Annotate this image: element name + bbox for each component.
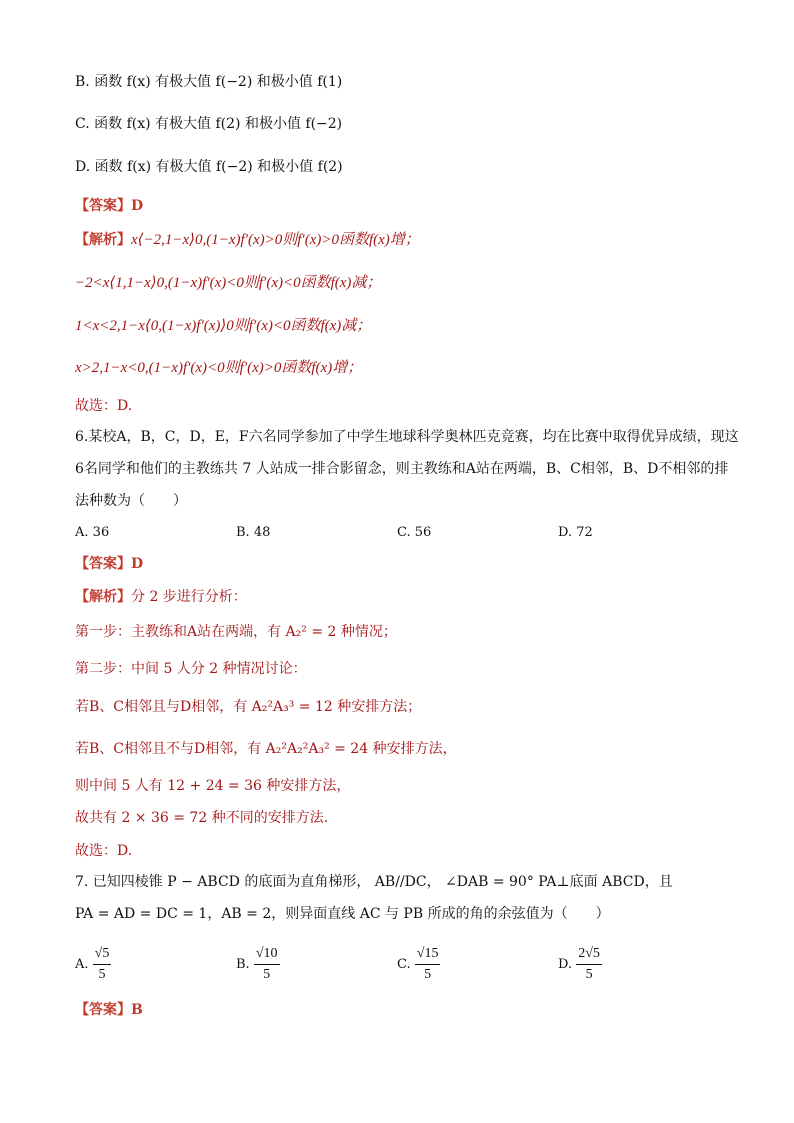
option-letter: D. (75, 159, 91, 175)
conclusion-text: 故选：D. (75, 398, 133, 414)
q5-explain-line-4 (75, 358, 362, 378)
fraction-denominator: 5 (263, 967, 271, 982)
option-letter: B. (236, 957, 250, 972)
q5-explain-line-1 (75, 230, 420, 250)
q6-stem-line-3 (75, 491, 187, 511)
q5-explain-line-3 (75, 316, 371, 336)
question-text: 7. 已知四棱锥 P − ABCD 的底面为直角梯形， AB//DC， ∠DAB = 90° PA⊥底面 ABCD，且 (75, 874, 673, 890)
option-value: 36 (92, 525, 110, 540)
option-letter: A. (75, 957, 89, 972)
q7-option-a[interactable] (75, 944, 111, 985)
q6-option-b[interactable] (236, 523, 270, 543)
fraction-numerator: 2√5 (576, 944, 602, 965)
q5-conclusion (75, 396, 132, 416)
option-letter: D. (558, 957, 573, 972)
fraction (576, 944, 602, 985)
fraction-denominator: 5 (98, 967, 106, 982)
explain-text: 则中间 5 人有 12 + 24 = 36 种安排方法， (75, 778, 351, 794)
q6-step-5 (75, 776, 350, 796)
explain-text: 故共有 2 × 36 = 72 种不同的安排方法. (75, 810, 329, 826)
fraction-denominator: 5 (424, 967, 432, 982)
explain-text: −2<x⟨1,1−x⟩0,(1−x)f′(x)<0则f′(x)<0函数f(x)减； (75, 275, 382, 291)
q6-stem-line-1 (75, 427, 739, 447)
q6-option-c[interactable] (397, 523, 431, 543)
option-text: 函数 f(x) 有极大值 f(−2) 和极小值 f(1) (94, 74, 343, 90)
question-text: PA = AD = DC = 1，AB = 2，则异面直线 AC 与 PB 所成的角的余弦值为（ ） (75, 906, 610, 922)
q7-option-c[interactable] (397, 944, 440, 985)
q7-option-b[interactable] (236, 944, 280, 985)
question-text: 6名同学和他们的主教练共 7 人站成一排合影留念，则主教练和A站在两端，B、C相邻，B、D不相邻的排 (75, 461, 729, 477)
q6-step-4 (75, 739, 457, 759)
q6-answer (75, 554, 143, 574)
option-letter: B. (236, 525, 250, 540)
q5-option-d (75, 157, 343, 177)
fraction-denominator: 5 (585, 967, 593, 982)
question-text: 6.某校A，B，C，D，E，F六名同学参加了中学生地球科学奥林匹克竞赛，均在比赛中取得优异成绩，现这 (75, 429, 739, 445)
option-text: 函数 f(x) 有极大值 f(−2) 和极小值 f(2) (94, 159, 343, 175)
explain-text: 分 2 步进行分析： (131, 589, 247, 605)
fraction (93, 944, 112, 985)
answer-label: 【答案】 (75, 198, 131, 214)
explain-label: 【解析】 (75, 232, 131, 248)
fraction-numerator: √5 (93, 944, 112, 965)
option-value: 48 (253, 525, 271, 540)
option-letter: C. (397, 957, 411, 972)
option-letter: B. (75, 74, 90, 90)
q6-step-2 (75, 659, 307, 679)
fraction (254, 944, 280, 985)
q6-stem-line-2 (75, 459, 728, 479)
option-value: 72 (576, 525, 593, 540)
q6-step-6 (75, 808, 328, 828)
q7-answer (75, 1000, 143, 1020)
explain-text: 第一步：主教练和A站在两端，有 A₂² = 2 种情况； (75, 624, 397, 640)
fraction-numerator: √15 (415, 944, 441, 965)
option-text: 函数 f(x) 有极大值 f(2) 和极小值 f(−2) (94, 116, 343, 132)
option-letter: C. (397, 525, 411, 540)
q6-step-3 (75, 697, 421, 717)
answer-value: D (131, 556, 144, 572)
answer-label: 【答案】 (75, 1002, 131, 1018)
option-letter: C. (75, 116, 90, 132)
q7-stem-line-1 (75, 872, 673, 892)
explain-text: x⟨−2,1−x⟩0,(1−x)f′(x)>0则f′(x)>0函数f(x)增； (131, 232, 420, 248)
conclusion-text: 故选：D. (75, 843, 133, 859)
option-letter: D. (558, 525, 573, 540)
question-text: 法种数为（ ） (75, 493, 187, 509)
explain-label: 【解析】 (75, 589, 131, 605)
answer-value: B (131, 1002, 143, 1018)
option-value: 56 (414, 525, 432, 540)
q7-option-d[interactable] (558, 944, 602, 985)
option-letter: A. (75, 525, 89, 540)
q6-option-d[interactable] (558, 523, 593, 543)
explain-text: 1<x<2,1−x⟨0,(1−x)f′(x)⟩0则f′(x)<0函数f(x)减； (75, 318, 372, 334)
explain-text: 第二步：中间 5 人分 2 种情况讨论： (75, 661, 307, 677)
explain-text: 若B、C相邻且不与D相邻，有 A₂²A₂²A₃² = 24 种安排方法， (75, 741, 457, 757)
fraction-numerator: √10 (254, 944, 280, 965)
q5-option-c (75, 114, 342, 134)
q5-explain-line-2 (75, 273, 381, 293)
answer-value: D (131, 198, 144, 214)
q6-option-a[interactable] (75, 523, 109, 543)
fraction (415, 944, 441, 985)
explain-text: x>2,1−x<0,(1−x)f′(x)<0则f′(x)>0函数f(x)增； (75, 360, 363, 376)
answer-label: 【答案】 (75, 556, 131, 572)
q6-step-1 (75, 622, 397, 642)
q6-conclusion (75, 841, 132, 861)
explain-text: 若B、C相邻且与D相邻，有 A₂²A₃³ = 12 种安排方法； (75, 699, 422, 715)
q7-stem-line-2 (75, 904, 610, 924)
q5-option-b (75, 72, 342, 92)
q6-explain-intro (75, 587, 247, 607)
q5-answer (75, 196, 143, 216)
